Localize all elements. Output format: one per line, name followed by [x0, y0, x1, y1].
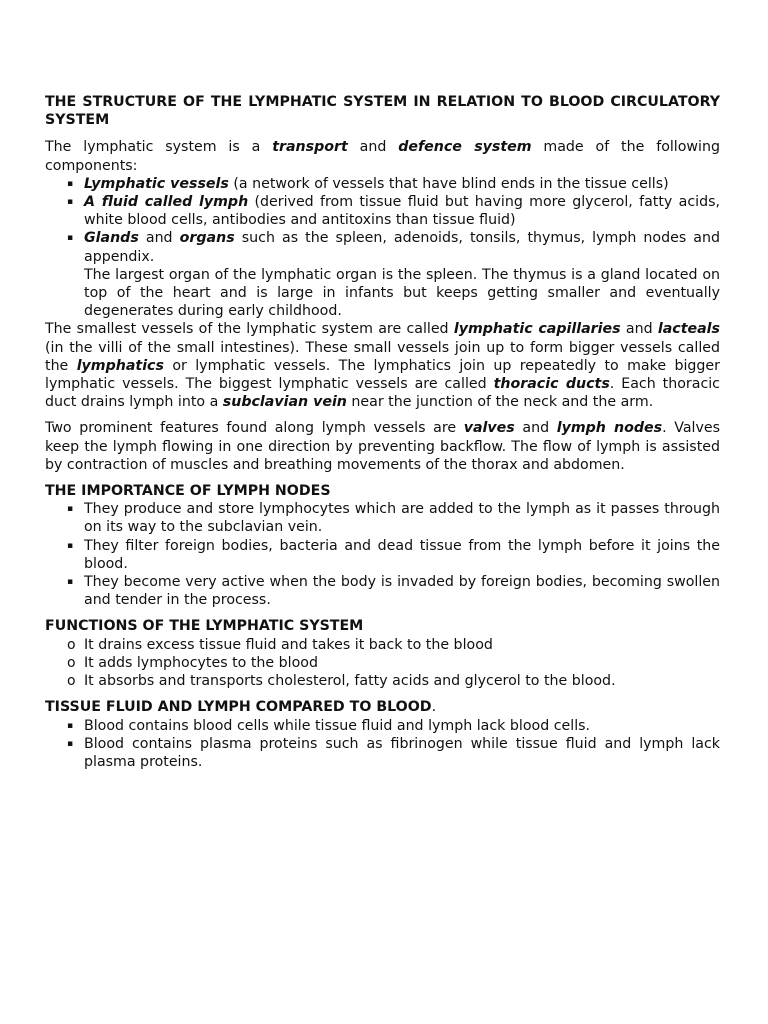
item-text: (a network of vessels that have blind ends in the tissue cells) [228, 175, 669, 192]
para-text: or lymphatic vessels. The lymphatics join up repeatedly to make bigger lymphatic vessels. The biggest lymphatic vessels are called [45, 357, 720, 393]
keyword-glands: Glands [84, 230, 139, 247]
bullet-square-icon: ▪ [67, 504, 74, 515]
heading-lymph-nodes: THE IMPORTANCE OF LYMPH NODES [45, 483, 331, 500]
para-text: . Each thoracic duct drains lymph into a [45, 376, 720, 411]
compare-list [45, 717, 720, 772]
keyword-transport: transport [272, 139, 348, 156]
bullet-square-icon: ▪ [67, 720, 74, 731]
heading-compare-period: . [431, 699, 437, 716]
bullet-circle-icon: o [67, 654, 76, 671]
heading-compare: TISSUE FLUID AND LYMPH COMPARED TO BLOOD [45, 699, 432, 716]
bullet-circle-icon: o [67, 636, 76, 653]
list-item [45, 193, 720, 229]
list-item [45, 229, 720, 265]
keyword-fluid-called-lymph: A fluid called lymph [84, 194, 249, 211]
item-text: They produce and store lymphocytes which are added to the lymph as it passes through on its way to the subclavian vein. [84, 501, 720, 536]
keyword-lacteals: lacteals [657, 321, 720, 338]
intro-text: and [347, 139, 399, 156]
para-text: (in the villi of the small intestines). These small vessels join up to form bigger vessels called the [45, 339, 720, 374]
bullet-square-icon: ▪ [67, 738, 74, 749]
features-paragraph [45, 419, 720, 474]
keyword-lymphatics: lymphatics [76, 357, 164, 374]
item-text: Blood contains blood cells while tissue fluid and lymph lack blood cells. [84, 717, 591, 734]
list-item [45, 654, 720, 672]
para-text: and [514, 420, 557, 437]
bullet-square-icon: ▪ [67, 577, 74, 588]
keyword-organs: organs [179, 230, 235, 247]
keyword-lymphatic-vessels: Lymphatic vessels [84, 175, 229, 192]
para-text: near the junction of the neck and the arm. [346, 394, 654, 411]
bullet-circle-icon: o [67, 673, 76, 690]
document-page [45, 93, 720, 771]
heading-functions: FUNCTIONS OF THE LYMPHATIC SYSTEM [45, 618, 364, 635]
bullet-square-icon: ▪ [67, 233, 74, 244]
item-text: They become very active when the body is invaded by foreign bodies, becoming swollen and tender in the process. [84, 574, 720, 609]
list-item [45, 717, 720, 735]
item-text: such as the spleen, adenoids, tonsils, thymus, lymph nodes and appendix. [84, 230, 720, 265]
bullet-square-icon: ▪ [67, 540, 74, 551]
item-text: It adds lymphocytes to the blood [84, 654, 318, 671]
keyword-lymphatic-capillaries: lymphatic capillaries [453, 321, 621, 338]
components-list [45, 175, 720, 266]
keyword-defence-system: defence system [398, 139, 532, 156]
para-text: The smallest vessels of the lymphatic system are called [45, 321, 454, 338]
list-item [45, 175, 720, 193]
intro-text: made of the following components: [45, 139, 720, 174]
components-note: The largest organ of the lymphatic organ is the spleen. The thymus is a gland located on top of the heart and is large in infants but keeps getting smaller and eventually degenerates during early childhood. [84, 266, 720, 320]
bullet-square-icon: ▪ [67, 178, 74, 189]
heading-structure: THE STRUCTURE OF THE LYMPHATIC SYSTEM IN RELATION TO BLOOD CIRCULATORY SYSTEM [45, 94, 720, 129]
keyword-subclavian-vein: subclavian vein [222, 394, 347, 411]
keyword-thoracic-ducts: thoracic ducts [493, 376, 610, 393]
item-text: and [138, 230, 180, 247]
item-text: It drains excess tissue fluid and takes it back to the blood [84, 636, 493, 653]
para-text: . Valves keep the lymph flowing in one direction by preventing backflow. The flow of lymph is assisted by contraction of muscles and breathing movements of the thorax and abdomen. [45, 420, 720, 473]
list-item [45, 672, 720, 690]
intro-paragraph [45, 138, 720, 174]
list-item [45, 537, 720, 573]
list-item [45, 500, 720, 536]
vessels-paragraph [45, 320, 720, 411]
list-item [45, 573, 720, 609]
list-item [45, 636, 720, 654]
item-text: (derived from tissue fluid but having more glycerol, fatty acids, white blood cells, antibodies and antitoxins than tissue fluid) [84, 194, 720, 229]
para-text: and [620, 321, 658, 338]
item-text: It absorbs and transports cholesterol, fatty acids and glycerol to the blood. [84, 673, 616, 690]
keyword-lymph-nodes: lymph nodes [556, 420, 663, 437]
list-item [45, 735, 720, 771]
item-text: They filter foreign bodies, bacteria and dead tissue from the lymph before it joins the blood. [84, 537, 720, 572]
heading-compare-line [45, 698, 720, 716]
para-text: Two prominent features found along lymph vessels are [45, 420, 464, 437]
intro-text: The lymphatic system is a [45, 139, 273, 156]
keyword-valves: valves [463, 420, 515, 437]
bullet-square-icon: ▪ [67, 197, 74, 208]
lymph-nodes-list [45, 500, 720, 609]
functions-list [45, 636, 720, 691]
item-text: Blood contains plasma proteins such as fibrinogen while tissue fluid and lymph lack plasma proteins. [84, 735, 720, 770]
